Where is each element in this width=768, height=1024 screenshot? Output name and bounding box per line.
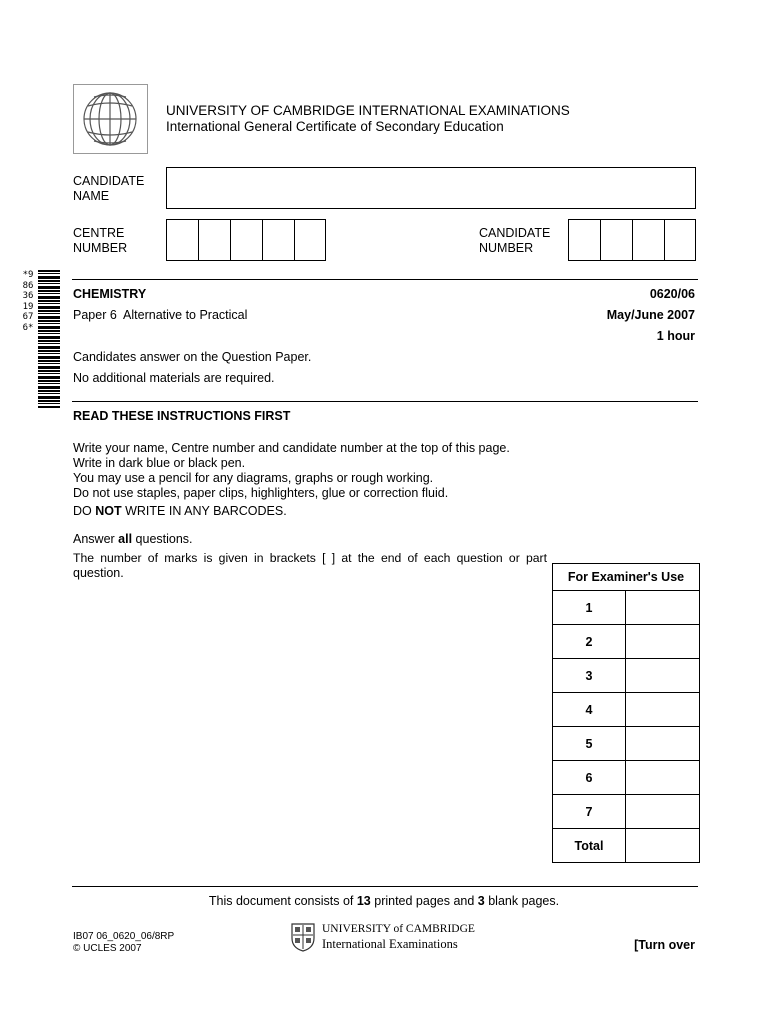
divider [72, 886, 698, 887]
question-number: 6 [553, 761, 626, 795]
paper-title: Paper 6 Alternative to Practical [73, 308, 248, 322]
candidate-number-digit-box[interactable] [569, 220, 601, 260]
examiner-use-heading: For Examiner's Use [553, 564, 700, 591]
materials-note: No additional materials are required. [73, 371, 275, 385]
examiner-use-table [552, 563, 700, 863]
barcode-text: *9863619676* [22, 270, 34, 333]
certificate-title: International General Certificate of Secondary Education [166, 119, 504, 134]
exam-session: May/June 2007 [606, 308, 695, 322]
candidate-number-digit-box[interactable] [601, 220, 633, 260]
document-reference: IB07 06_0620_06/8RP © UCLES 2007 [73, 931, 175, 954]
divider [72, 279, 698, 280]
paper-code: 0620/06 [649, 287, 695, 301]
mark-cell[interactable] [626, 761, 700, 795]
centre-number-digit-box[interactable] [199, 220, 231, 260]
cambridge-logo: UNIVERSITY of CAMBRIDGE International Examinations [290, 922, 490, 954]
exam-duration: 1 hour [656, 329, 695, 343]
table-row [553, 591, 700, 625]
answer-instruction: Answer all questions. [73, 532, 193, 546]
mark-cell[interactable] [626, 693, 700, 727]
instruction-line: You may use a pencil for any diagrams, graphs or rough working. [73, 471, 434, 485]
table-row [553, 564, 700, 591]
centre-number-digit-box[interactable] [167, 220, 199, 260]
total-label: Total [553, 829, 626, 863]
mark-cell[interactable] [626, 795, 700, 829]
candidate-number-digit-box[interactable] [633, 220, 665, 260]
centre-number-digit-box[interactable] [231, 220, 263, 260]
centre-number-digit-box[interactable] [263, 220, 295, 260]
candidate-number-field[interactable] [568, 219, 696, 261]
crest-icon [290, 922, 316, 952]
table-row [553, 625, 700, 659]
marks-instruction: The number of marks is given in brackets [ ] at the end of each question or part question. [73, 551, 547, 580]
mark-cell[interactable] [626, 591, 700, 625]
question-number: 2 [553, 625, 626, 659]
table-row [553, 761, 700, 795]
centre-number-label: CENTRE NUMBER [73, 226, 128, 255]
question-number: 7 [553, 795, 626, 829]
instruction-line: Write in dark blue or black pen. [73, 456, 246, 470]
barcode [38, 270, 60, 408]
mark-cell[interactable] [626, 727, 700, 761]
university-title: UNIVERSITY OF CAMBRIDGE INTERNATIONAL EXAMINATIONS [166, 103, 570, 118]
page-count-note: This document consists of 13 printed pages and 3 blank pages. [208, 894, 560, 908]
divider [72, 401, 698, 402]
question-number: 5 [553, 727, 626, 761]
subject-title: CHEMISTRY [73, 287, 147, 301]
barcode-instruction: DO NOT WRITE IN ANY BARCODES. [73, 504, 287, 518]
instruction-line: Do not use staples, paper clips, highlighters, glue or correction fluid. [73, 486, 449, 500]
instructions-list [73, 441, 510, 519]
question-number: 4 [553, 693, 626, 727]
candidate-name-field[interactable] [166, 167, 696, 209]
mark-cell[interactable] [626, 625, 700, 659]
total-mark-cell[interactable] [626, 829, 700, 863]
table-row [553, 659, 700, 693]
question-number: 3 [553, 659, 626, 693]
table-row [553, 829, 700, 863]
table-row [553, 795, 700, 829]
instruction-line: Write your name, Centre number and candidate number at the top of this page. [73, 441, 510, 455]
turn-over: [Turn over [634, 938, 695, 952]
answer-note: Candidates answer on the Question Paper. [73, 350, 312, 364]
candidate-name-label: CANDIDATE NAME [73, 174, 145, 203]
candidate-number-label: CANDIDATE NUMBER [479, 226, 551, 255]
instructions-heading: READ THESE INSTRUCTIONS FIRST [73, 409, 291, 423]
candidate-number-digit-box[interactable] [665, 220, 695, 260]
question-number: 1 [553, 591, 626, 625]
table-row [553, 727, 700, 761]
table-row [553, 693, 700, 727]
mark-cell[interactable] [626, 659, 700, 693]
centre-number-digit-box[interactable] [295, 220, 325, 260]
globe-logo-frame [73, 84, 148, 154]
globe-icon [74, 85, 147, 153]
centre-number-field[interactable] [166, 219, 326, 261]
